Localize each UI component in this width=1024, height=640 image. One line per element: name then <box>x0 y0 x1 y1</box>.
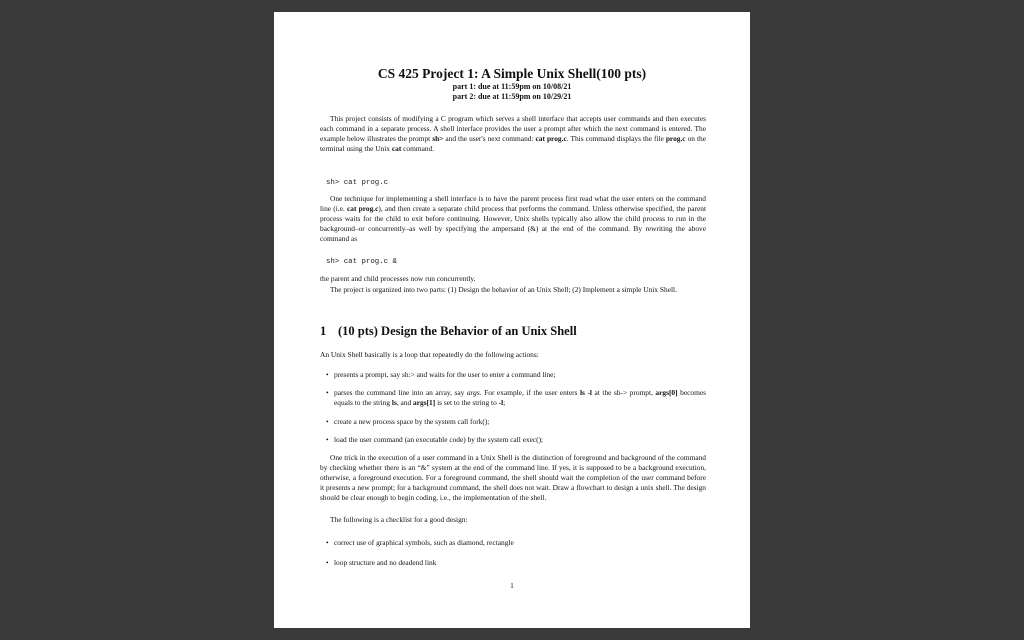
checklist-intro: The following is a checklist for a good design: <box>330 515 468 524</box>
intro-paragraph: This project consists of modifying a C program which serves a shell interface that accepts user commands and then executes each command in a separate process. A shell interface provides the user a prompt after which the next command is entered. The example below illustrates the prompt sh> and the user's next command: cat prog.c. This command displays the file prog.c on the terminal using the Unix cat command. <box>320 114 707 153</box>
document-page <box>274 12 750 628</box>
bullet-icon: • <box>326 370 329 379</box>
list-item: • load the user command (an executable code) by the system call exec(); <box>326 435 544 444</box>
loop-intro: An Unix Shell basically is a loop that repeatedly do the following actions: <box>320 350 539 359</box>
page-number: 1 <box>510 581 514 590</box>
list-item: • correct use of graphical symbols, such as diamond, rectangle <box>326 538 514 547</box>
bullet-icon: • <box>326 538 329 547</box>
code-example-2: sh> cat prog.c & <box>326 258 397 266</box>
technique-paragraph: One technique for implementing a shell interface is to have the parent process first read what the user enters on the command line (i.e. cat prog.c), and then create a separate child process that performs the command. Unless otherwise specified, the parent process waits for the child to exit before continuing. However, Unix shells typically also allow the child process to run in the background–or concurrently–as well by specifying the ampersand (&) at the end of the command. By rewriting the above command as <box>320 194 707 243</box>
section-title: (10 pts) Design the Behavior of an Unix Shell <box>338 324 577 338</box>
concurrent-paragraph: the parent and child processes now run concurrently. <box>320 274 476 283</box>
bullet-icon: • <box>326 435 329 444</box>
code-example-1: sh> cat prog.c <box>326 179 389 187</box>
section-1-heading <box>320 323 577 339</box>
bullet-icon: • <box>326 417 329 426</box>
list-item: • parses the command line into an array, say args. For example, if the user enters ls -l at the sh-> prompt, args[0] becomes equals to the string ls, and args[1] is set to the string to -l; <box>326 388 706 407</box>
organized-paragraph: The project is organized into two parts: (1) Design the behavior of an Unix Shell; (2) Implement a simple Unix Shell. <box>330 285 677 294</box>
due-date-part2: part 2: due at 11:59pm on 10/29/21 <box>452 92 572 101</box>
due-date-part1: part 1: due at 11:59pm on 10/08/21 <box>452 82 572 91</box>
bullet-icon: • <box>326 558 329 567</box>
list-item: • loop structure and no deadend link <box>326 558 437 567</box>
list-item: • presents a prompt, say sh:> and waits for the user to enter a command line; <box>326 370 556 379</box>
document-title: CS 425 Project 1: A Simple Unix Shell(100 pts) <box>377 66 647 81</box>
list-item: • create a new process space by the system call fork(); <box>326 417 490 426</box>
bullet-icon: • <box>326 388 329 397</box>
trick-paragraph: One trick in the execution of a user command in a Unix Shell is the distinction of foreground and background of the command by checking whether there is an “&” system at the end of the command line. If yes, it is supposed to be a background execution, otherwise, a foreground execution. For a foreground command, the shell should wait the completion of the user command before it presents a new prompt; for a background command, the shell does not wait. Draw a flowchart to design a unix shell. The design should be clear enough to begin coding, i.e., the implementation of the shell. <box>320 453 706 502</box>
section-number: 1 <box>320 324 327 338</box>
